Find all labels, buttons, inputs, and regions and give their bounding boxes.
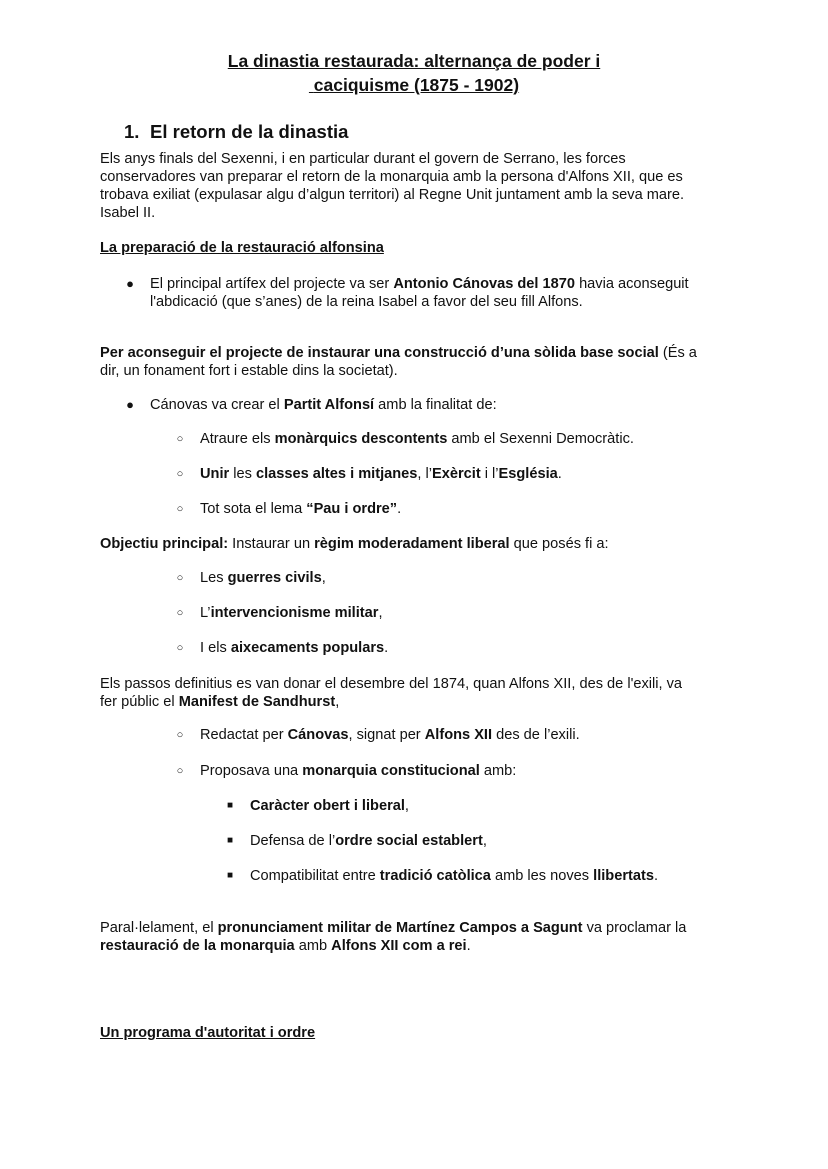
text: . xyxy=(397,501,402,517)
base-social-paragraph xyxy=(100,344,740,380)
bold-text: Unir xyxy=(200,466,230,482)
bold-text: Partit Alfonsí xyxy=(283,397,375,413)
text: Els passos definitius es van donar el desembre del 1874, quan Alfons XII, des de l'exili, va xyxy=(100,676,683,692)
text: havia aconseguit xyxy=(575,276,689,292)
section-number: 1. xyxy=(124,121,140,142)
text: Atraure els xyxy=(200,431,275,447)
bullet-square-icon: ■ xyxy=(226,870,234,881)
bold-text: règim moderadament liberal xyxy=(314,536,510,552)
text: amb xyxy=(294,938,332,954)
text: amb: xyxy=(479,763,517,779)
text: , xyxy=(335,694,340,710)
text: Les xyxy=(200,570,228,586)
section-heading-text: El retorn de la dinastia xyxy=(150,121,349,142)
text: , xyxy=(482,833,487,849)
bold-text: monarquia constitucional xyxy=(302,763,480,779)
bullet-square-icon: ■ xyxy=(226,835,234,846)
bullet-circle-icon: ○ xyxy=(176,729,184,741)
bullet-circle-icon: ○ xyxy=(176,468,184,480)
text: fer públic el xyxy=(100,694,179,710)
bold-text: Manifest de Sandhurst xyxy=(178,694,336,710)
bold-text: Objectiu principal: xyxy=(100,536,229,552)
list-item xyxy=(170,762,730,780)
text: (És a xyxy=(658,345,697,361)
passos-paragraph xyxy=(100,675,740,711)
list-item xyxy=(170,726,730,744)
bullet-disc-icon: ● xyxy=(126,276,134,291)
text: , xyxy=(404,798,409,814)
text: , xyxy=(378,605,383,621)
list-item xyxy=(170,569,730,587)
list-item xyxy=(170,500,730,518)
text: , signat per xyxy=(348,727,425,743)
text: Proposava una xyxy=(200,763,303,779)
list-item xyxy=(170,430,730,448)
document-title-line-1: La dinastia restaurada: alternança de poder i xyxy=(227,51,601,71)
list-item xyxy=(220,797,740,815)
bold-text: restauració de la monarquia xyxy=(100,938,295,954)
text: I els xyxy=(200,640,231,656)
bold-text: “Pau i ordre” xyxy=(306,501,398,517)
bold-text: monàrquics descontents xyxy=(274,431,448,447)
text: Tot sota el lema xyxy=(200,501,307,517)
text: dir, un fonament fort i estable dins la societat). xyxy=(100,363,398,379)
bold-text: Per aconseguir el projecte de instaurar una construcció d’una sòlida base social xyxy=(100,345,659,361)
bold-text: pronunciament militar de Martínez Campos a Sagunt xyxy=(217,920,583,936)
bullet-circle-icon: ○ xyxy=(176,607,184,619)
bold-text: Alfons XII com a rei xyxy=(331,938,467,954)
intro-line: Els anys finals del Sexenni, i en particular durant el govern de Serrano, les forces xyxy=(100,151,626,167)
text: Compatibilitat entre xyxy=(250,868,380,884)
text: Instaurar un xyxy=(228,536,315,552)
intro-line: Isabel II. xyxy=(100,205,156,221)
text: des de l’exili. xyxy=(492,727,580,743)
text: . xyxy=(384,640,389,656)
paralelament-paragraph xyxy=(100,919,740,955)
bullet-circle-icon: ○ xyxy=(176,642,184,654)
text: . xyxy=(653,868,659,884)
text: . xyxy=(466,938,471,954)
list-item xyxy=(120,275,740,311)
list-item xyxy=(170,639,730,657)
bullet-disc-icon: ● xyxy=(126,397,134,412)
text: , xyxy=(321,570,326,586)
document-title-line-2: caciquisme (1875 - 1902) xyxy=(313,75,520,95)
bullet-circle-icon: ○ xyxy=(176,503,184,515)
text: amb les noves xyxy=(490,868,594,884)
text: amb el Sexenni Democràtic. xyxy=(447,431,634,447)
text: les xyxy=(229,466,256,482)
bullet-circle-icon: ○ xyxy=(176,572,184,584)
subheading-programa: Un programa d'autoritat i ordre xyxy=(100,1025,316,1041)
bold-text: Església xyxy=(498,466,558,482)
text: El principal artífex del projecte va ser xyxy=(150,276,394,292)
bullet-circle-icon: ○ xyxy=(176,765,184,777)
text: Paral·lelament, el xyxy=(100,920,218,936)
bold-text: classes altes i mitjanes xyxy=(255,466,418,482)
text: va proclamar la xyxy=(582,920,687,936)
list-item xyxy=(220,832,740,850)
bold-text: Caràcter obert i liberal xyxy=(250,798,405,814)
bold-text: Exèrcit xyxy=(432,466,481,482)
text: Cánovas va crear el xyxy=(150,397,284,413)
section-heading xyxy=(124,120,348,144)
list-item xyxy=(170,465,730,483)
subheading-preparacio: La preparació de la restauració alfonsina xyxy=(100,240,384,256)
bold-text: ordre social establert xyxy=(335,833,483,849)
bullet-square-icon: ■ xyxy=(226,800,234,811)
bold-text: intervencionisme militar xyxy=(210,605,379,621)
text: l'abdicació (que s’anes) de la reina Isabel a favor del seu fill Alfons. xyxy=(150,294,583,310)
bold-text: aixecaments populars xyxy=(230,640,385,656)
text: . xyxy=(557,466,562,482)
text: Redactat per xyxy=(200,727,288,743)
list-item xyxy=(220,867,740,885)
text: amb la finalitat de: xyxy=(374,397,497,413)
bold-text: Antonio Cánovas del 1870 xyxy=(393,276,576,292)
text: i l’ xyxy=(480,466,499,482)
bold-text: guerres civils xyxy=(227,570,322,586)
bold-text: llibertats xyxy=(593,868,654,884)
bullet-circle-icon: ○ xyxy=(176,433,184,445)
list-item xyxy=(170,604,730,622)
text: que posés fi a: xyxy=(509,536,609,552)
text: Defensa de l’ xyxy=(250,833,336,849)
intro-line: conservadores van preparar el retorn de la monarquia amb la persona d'Alfons XII, que es xyxy=(100,169,683,185)
list-item xyxy=(120,396,740,414)
bold-text: tradició catòlica xyxy=(379,868,491,884)
bold-text: Cánovas xyxy=(287,727,349,743)
text: , l’ xyxy=(417,466,432,482)
intro-paragraph xyxy=(100,150,740,222)
text: L’ xyxy=(200,605,211,621)
bold-text: Alfons XII xyxy=(424,727,493,743)
intro-line: trobava exiliat (expulasar algu d’algun territori) al Regne Unit juntament amb la seva mare. xyxy=(100,187,685,203)
objectiu-paragraph xyxy=(100,535,740,553)
